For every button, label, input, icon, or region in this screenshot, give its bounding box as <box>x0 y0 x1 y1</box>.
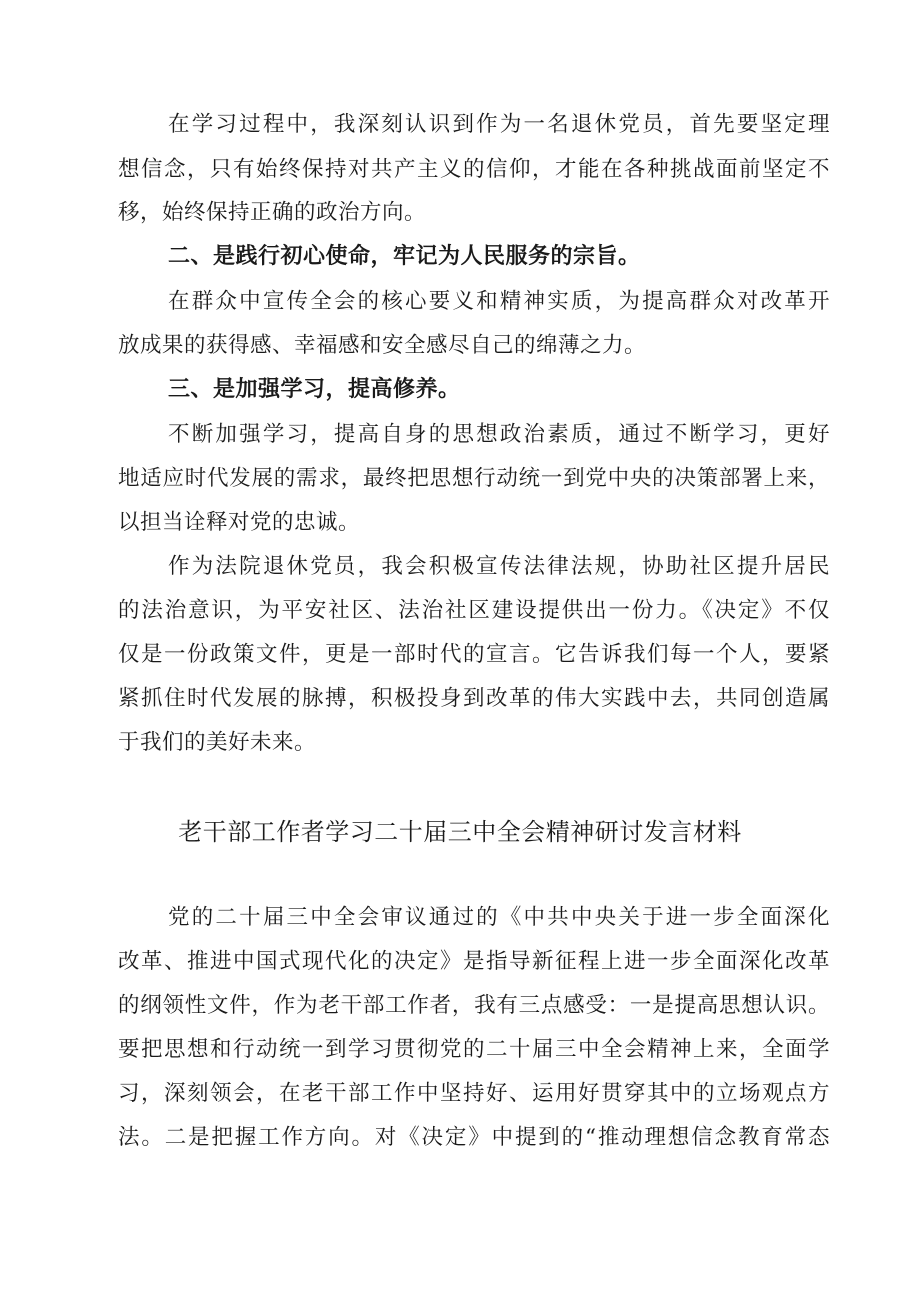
paragraph-4-line-2: 的法治意识，为平安社区、法治社区建设提供出一份力。《决定》不仅 <box>118 598 830 623</box>
paragraph-4-line-4: 紧抓住时代发展的脉搏，积极投身到改革的伟大实践中去，共同创造属 <box>118 686 830 711</box>
paragraph-5-line-5: 习，深刻领会，在老干部工作中坚持好、运用好贯穿其中的立场观点方 <box>118 1081 830 1106</box>
paragraph-3-line-1: 不断加强学习，提高自身的思想政治素质，通过不断学习，更好 <box>168 422 830 447</box>
paragraph-1-line-3: 移，始终保持正确的政治方向。 <box>118 200 427 225</box>
paragraph-1-line-2: 想信念，只有始终保持对共产主义的信仰，才能在各种挑战面前坚定不 <box>118 157 830 182</box>
paragraph-2-line-1: 在群众中宣传全会的核心要义和精神实质，为提高群众对改革开 <box>168 289 830 314</box>
paragraph-5-line-4: 要把思想和行动统一到学习贯彻党的二十届三中全会精神上来，全面学 <box>118 1037 830 1062</box>
paragraph-5-line-2: 改革、推进中国式现代化的决定》是指导新征程上进一步全面深化改革 <box>118 949 830 974</box>
section-heading-2: 二、是践行初心使命，牢记为人民服务的宗旨。 <box>168 244 641 269</box>
paragraph-5-line-6: 法。二是把握工作方向。对《决定》中提到的“推动理想信念教育常态 <box>118 1125 830 1150</box>
paragraph-4-line-1: 作为法院退休党员，我会积极宣传法律法规，协助社区提升居民 <box>168 554 830 579</box>
paragraph-4-line-5: 于我们的美好未来。 <box>118 730 317 755</box>
paragraph-2-line-2: 放成果的获得感、幸福感和安全感尽自己的绵薄之力。 <box>118 333 647 358</box>
paragraph-3-line-2: 地适应时代发展的需求，最终把思想行动统一到党中央的决策部署上来， <box>118 466 830 491</box>
paragraph-5-line-3: 的纲领性文件，作为老干部工作者，我有三点感受：一是提高思想认识。 <box>118 993 830 1018</box>
paragraph-1-line-1: 在学习过程中，我深刻认识到作为一名退休党员，首先要坚定理 <box>168 112 830 137</box>
paragraph-3-line-3: 以担当诠释对党的忠诚。 <box>118 510 361 535</box>
document-title: 老干部工作者学习二十届三中全会精神研讨发言材料 <box>178 818 742 846</box>
section-heading-3: 三、是加强学习，提高修养。 <box>168 377 461 402</box>
paragraph-4-line-3: 仅是一份政策文件，更是一部时代的宣言。它告诉我们每一个人，要紧 <box>118 642 830 667</box>
paragraph-5-line-1: 党的二十届三中全会审议通过的《中共中央关于进一步全面深化 <box>168 905 830 930</box>
